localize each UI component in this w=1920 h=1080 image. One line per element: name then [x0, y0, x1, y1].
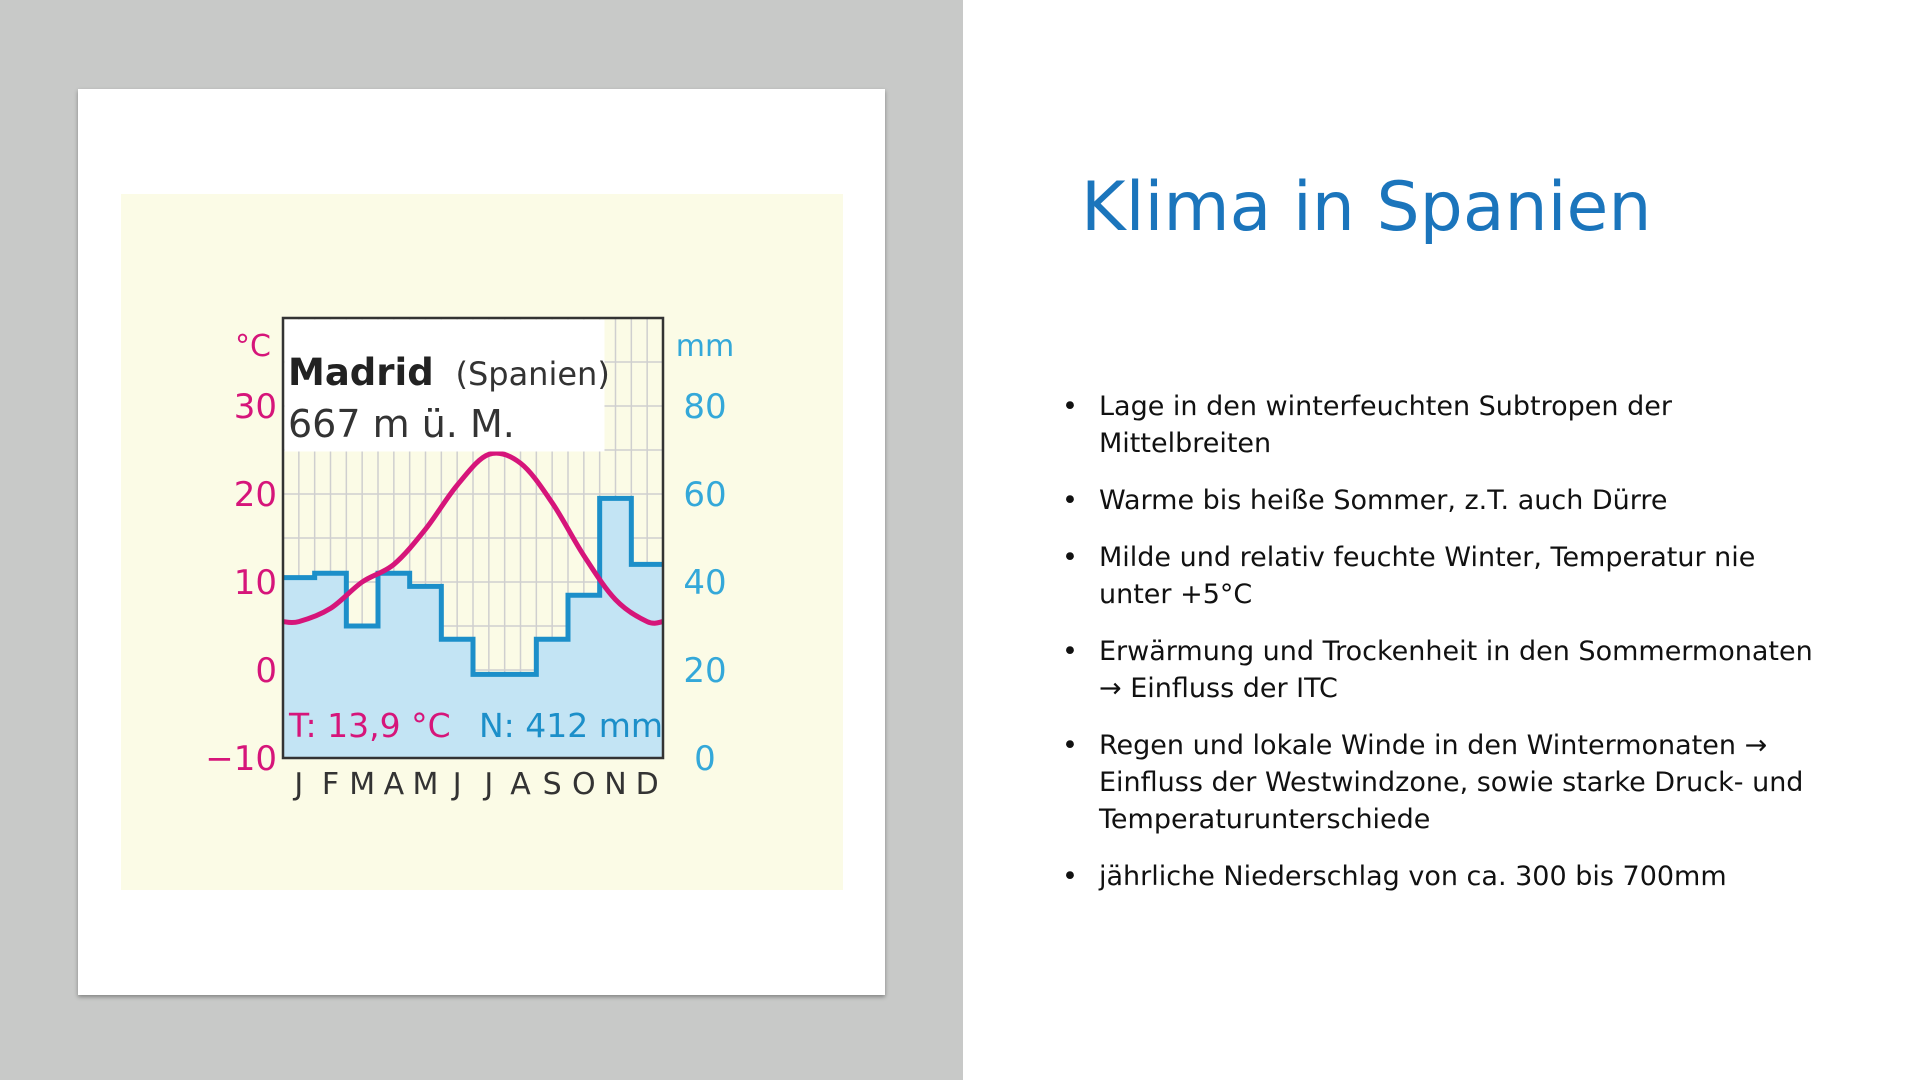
month-label: D [635, 767, 659, 802]
bullet-item: • Milde und relativ feuchte Winter, Temperatur nie unter +5°C [1062, 539, 1822, 613]
temp-axis-unit: °C [235, 329, 271, 364]
bullet-item: • Lage in den winterfeuchten Subtropen der Mittelbreiten [1062, 388, 1822, 462]
precip-tick-label: 20 [683, 651, 727, 691]
precip-tick-labels [683, 387, 726, 779]
climate-chart [121, 194, 843, 890]
month-label: J [294, 767, 304, 802]
month-label: J [484, 767, 494, 802]
bullet-list [1062, 388, 1822, 915]
temp-tick-label: 30 [233, 387, 277, 427]
month-label: F [321, 767, 340, 802]
bullet-item: • Regen und lokale Winde in den Wintermonaten → Einfluss der Westwindzone, sowie starke Druck- und Temperaturunterschiede [1062, 727, 1822, 838]
bullet-item: • Warme bis heiße Sommer, z.T. auch Dürre [1062, 482, 1822, 519]
station-country: (Spanien) [455, 355, 610, 393]
month-label: O [572, 767, 596, 802]
month-label: A [383, 767, 405, 802]
precip-tick-label: 0 [694, 739, 716, 779]
temp-tick-labels [205, 387, 277, 779]
image-card [78, 89, 885, 995]
month-label: M [349, 767, 376, 802]
month-label: J [452, 767, 462, 802]
month-label: A [510, 767, 531, 802]
month-label: N [604, 767, 627, 802]
precip-axis-unit: mm [675, 329, 735, 364]
precip-summary: N: 412 mm [478, 706, 663, 745]
month-label: S [542, 767, 562, 802]
climate-diagram [121, 194, 843, 890]
precip-tick-label: 40 [683, 563, 727, 603]
month-labels [292, 767, 658, 802]
precip-tick-label: 80 [683, 387, 727, 427]
temp-summary: T: 13,9 °C [289, 706, 451, 745]
bullet-item: • jährliche Niederschlag von ca. 300 bis 700mm [1062, 858, 1822, 895]
temp-tick-label: 20 [233, 475, 277, 515]
precip-tick-label: 60 [683, 475, 727, 515]
temp-tick-label: 10 [233, 563, 277, 603]
bullet-item: • Erwärmung und Trockenheit in den Sommermonaten → Einfluss der ITC [1062, 633, 1822, 707]
station-name: Madrid [288, 351, 434, 394]
temp-tick-label: −10 [205, 739, 277, 779]
month-label: M [412, 767, 439, 802]
station-elevation: 667 m ü. M. [288, 402, 515, 446]
slide-title: Klima in Spanien [1081, 168, 1652, 247]
temp-tick-label: 0 [255, 651, 277, 691]
